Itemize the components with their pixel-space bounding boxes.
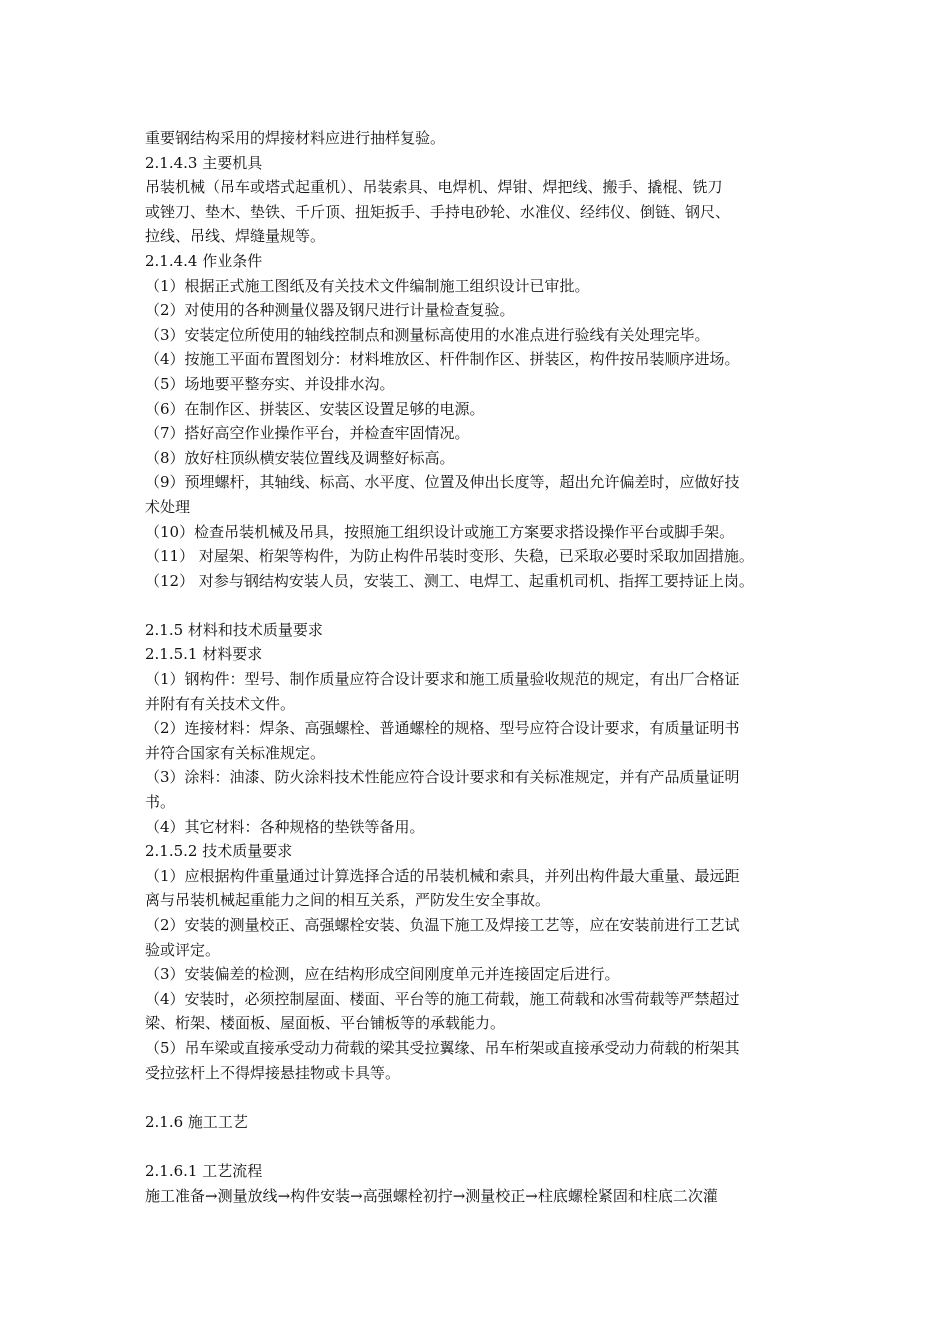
list-item: （11） 对屋架、桁架等构件，为防止构件吊装时变形、失稳，已采取必要时采取加固措施。 — [145, 547, 754, 566]
list-item: （9）预埋螺杆，其轴线、标高、水平度、位置及伸出长度等，超出允许偏差时，应做好技 — [145, 473, 740, 492]
list-item: （2）对使用的各种测量仪器及钢尺进行计量检查复验。 — [145, 301, 515, 320]
list-item-continuation: 受拉弦杆上不得焊接悬挂物或卡具等。 — [145, 1063, 401, 1082]
list-item-continuation: 并附有有关技术文件。 — [145, 694, 296, 713]
list-item: （7）搭好高空作业操作平台，并检查牢固情况。 — [145, 424, 470, 443]
list-item-continuation: 并符合国家有关标准规定。 — [145, 743, 326, 762]
list-item: （12） 对参与钢结构安装人员，安装工、测工、电焊工、起重机司机、指挥工要持证上岗。 — [145, 571, 754, 590]
list-item: （1）钢构件：型号、制作质量应符合设计要求和施工质量验收规范的规定，有出厂合格证 — [145, 670, 740, 689]
process-flow-line: 施工准备→测量放线→构件安装→高强螺栓初拧→测量校正→柱底螺栓紧固和柱底二次灌 — [145, 1186, 718, 1205]
list-item-continuation: 验或评定。 — [145, 940, 221, 959]
list-item: （2）连接材料：焊条、高强螺栓、普通螺栓的规格、型号应符合设计要求，有质量证明书 — [145, 719, 740, 738]
list-item: （3）涂料：油漆、防火涂料技术性能应符合设计要求和有关标准规定，并有产品质量证明 — [145, 768, 740, 787]
blank-line — [145, 1134, 825, 1159]
list-item: （2）安装的测量校正、高强螺栓安装、负温下施工及焊接工艺等，应在安装前进行工艺试 — [145, 916, 740, 934]
blank-line — [145, 1085, 825, 1110]
list-item: （4）其它材料：各种规格的垫铁等备用。 — [145, 817, 425, 836]
list-item: （6）在制作区、拼装区、安装区设置足够的电源。 — [145, 399, 485, 418]
list-item: （3）安装定位所使用的轴线控制点和测量标高使用的水准点进行验线有关处理完毕。 — [145, 325, 710, 344]
document-page — [145, 126, 825, 1208]
list-item: （5）场地要平整夯实、并设排水沟。 — [145, 374, 395, 393]
section-heading-2-1-4-4: 2.1.4.4 作业条件 — [145, 251, 263, 270]
text-line: 拉线、吊线、焊缝量规等。 — [145, 227, 326, 246]
list-item: （4）安装时，必须控制屋面、楼面、平台等的施工荷载，施工荷载和冰雪荷载等严禁超过 — [145, 989, 740, 1008]
section-heading-2-1-6: 2.1.6 施工工艺 — [145, 1112, 248, 1131]
list-item: （1）应根据构件重量通过计算选择合适的吊装机械和索具，并列出构件最大重量、最远距 — [145, 866, 740, 885]
section-heading-2-1-6-1: 2.1.6.1 工艺流程 — [145, 1161, 263, 1180]
list-item: （10）检查吊装机械及吊具，按照施工组织设计或施工方案要求搭设操作平台或脚手架。 — [145, 522, 735, 541]
list-item-continuation: 术处理 — [145, 497, 191, 516]
list-item: （1）根据正式施工图纸及有关技术文件编制施工组织设计已审批。 — [145, 276, 590, 295]
list-item: （5）吊车梁或直接承受动力荷载的梁其受拉翼缘、吊车桁架或直接承受动力荷载的桁架其 — [145, 1038, 740, 1057]
list-item: （3）安装偏差的检测，应在结构形成空间刚度单元并连接固定后进行。 — [145, 965, 620, 984]
section-heading-2-1-5-2: 2.1.5.2 技术质量要求 — [145, 842, 293, 861]
section-heading-2-1-4-3: 2.1.4.3 主要机具 — [145, 153, 263, 172]
text-line: 吊装机械（吊车或塔式起重机）、吊装索具、电焊机、焊钳、焊把线、搬手、撬棍、铣刀 — [145, 178, 723, 197]
blank-line — [145, 593, 825, 618]
section-heading-2-1-5: 2.1.5 材料和技术质量要求 — [145, 620, 323, 639]
list-item-continuation: 离与吊装机械起重能力之间的相互关系，严防发生安全事故。 — [145, 891, 551, 910]
list-item: （8）放好柱顶纵横安装位置线及调整好标高。 — [145, 448, 455, 467]
list-item-continuation: 书。 — [145, 793, 176, 812]
list-item: （4）按施工平面布置图划分：材料堆放区、杆件制作区、拼装区，构件按吊装顺序进场。 — [145, 350, 740, 369]
list-item-continuation: 梁、桁架、楼面板、屋面板、平台铺板等的承载能力。 — [145, 1014, 506, 1033]
text-line: 或锉刀、垫木、垫铁、千斤顶、扭矩扳手、手持电砂轮、水准仪、经纬仪、倒链、钢尺、 — [145, 202, 731, 221]
text-line: 重要钢结构采用的焊接材料应进行抽样复验。 — [145, 129, 446, 147]
section-heading-2-1-5-1: 2.1.5.1 材料要求 — [145, 645, 263, 664]
